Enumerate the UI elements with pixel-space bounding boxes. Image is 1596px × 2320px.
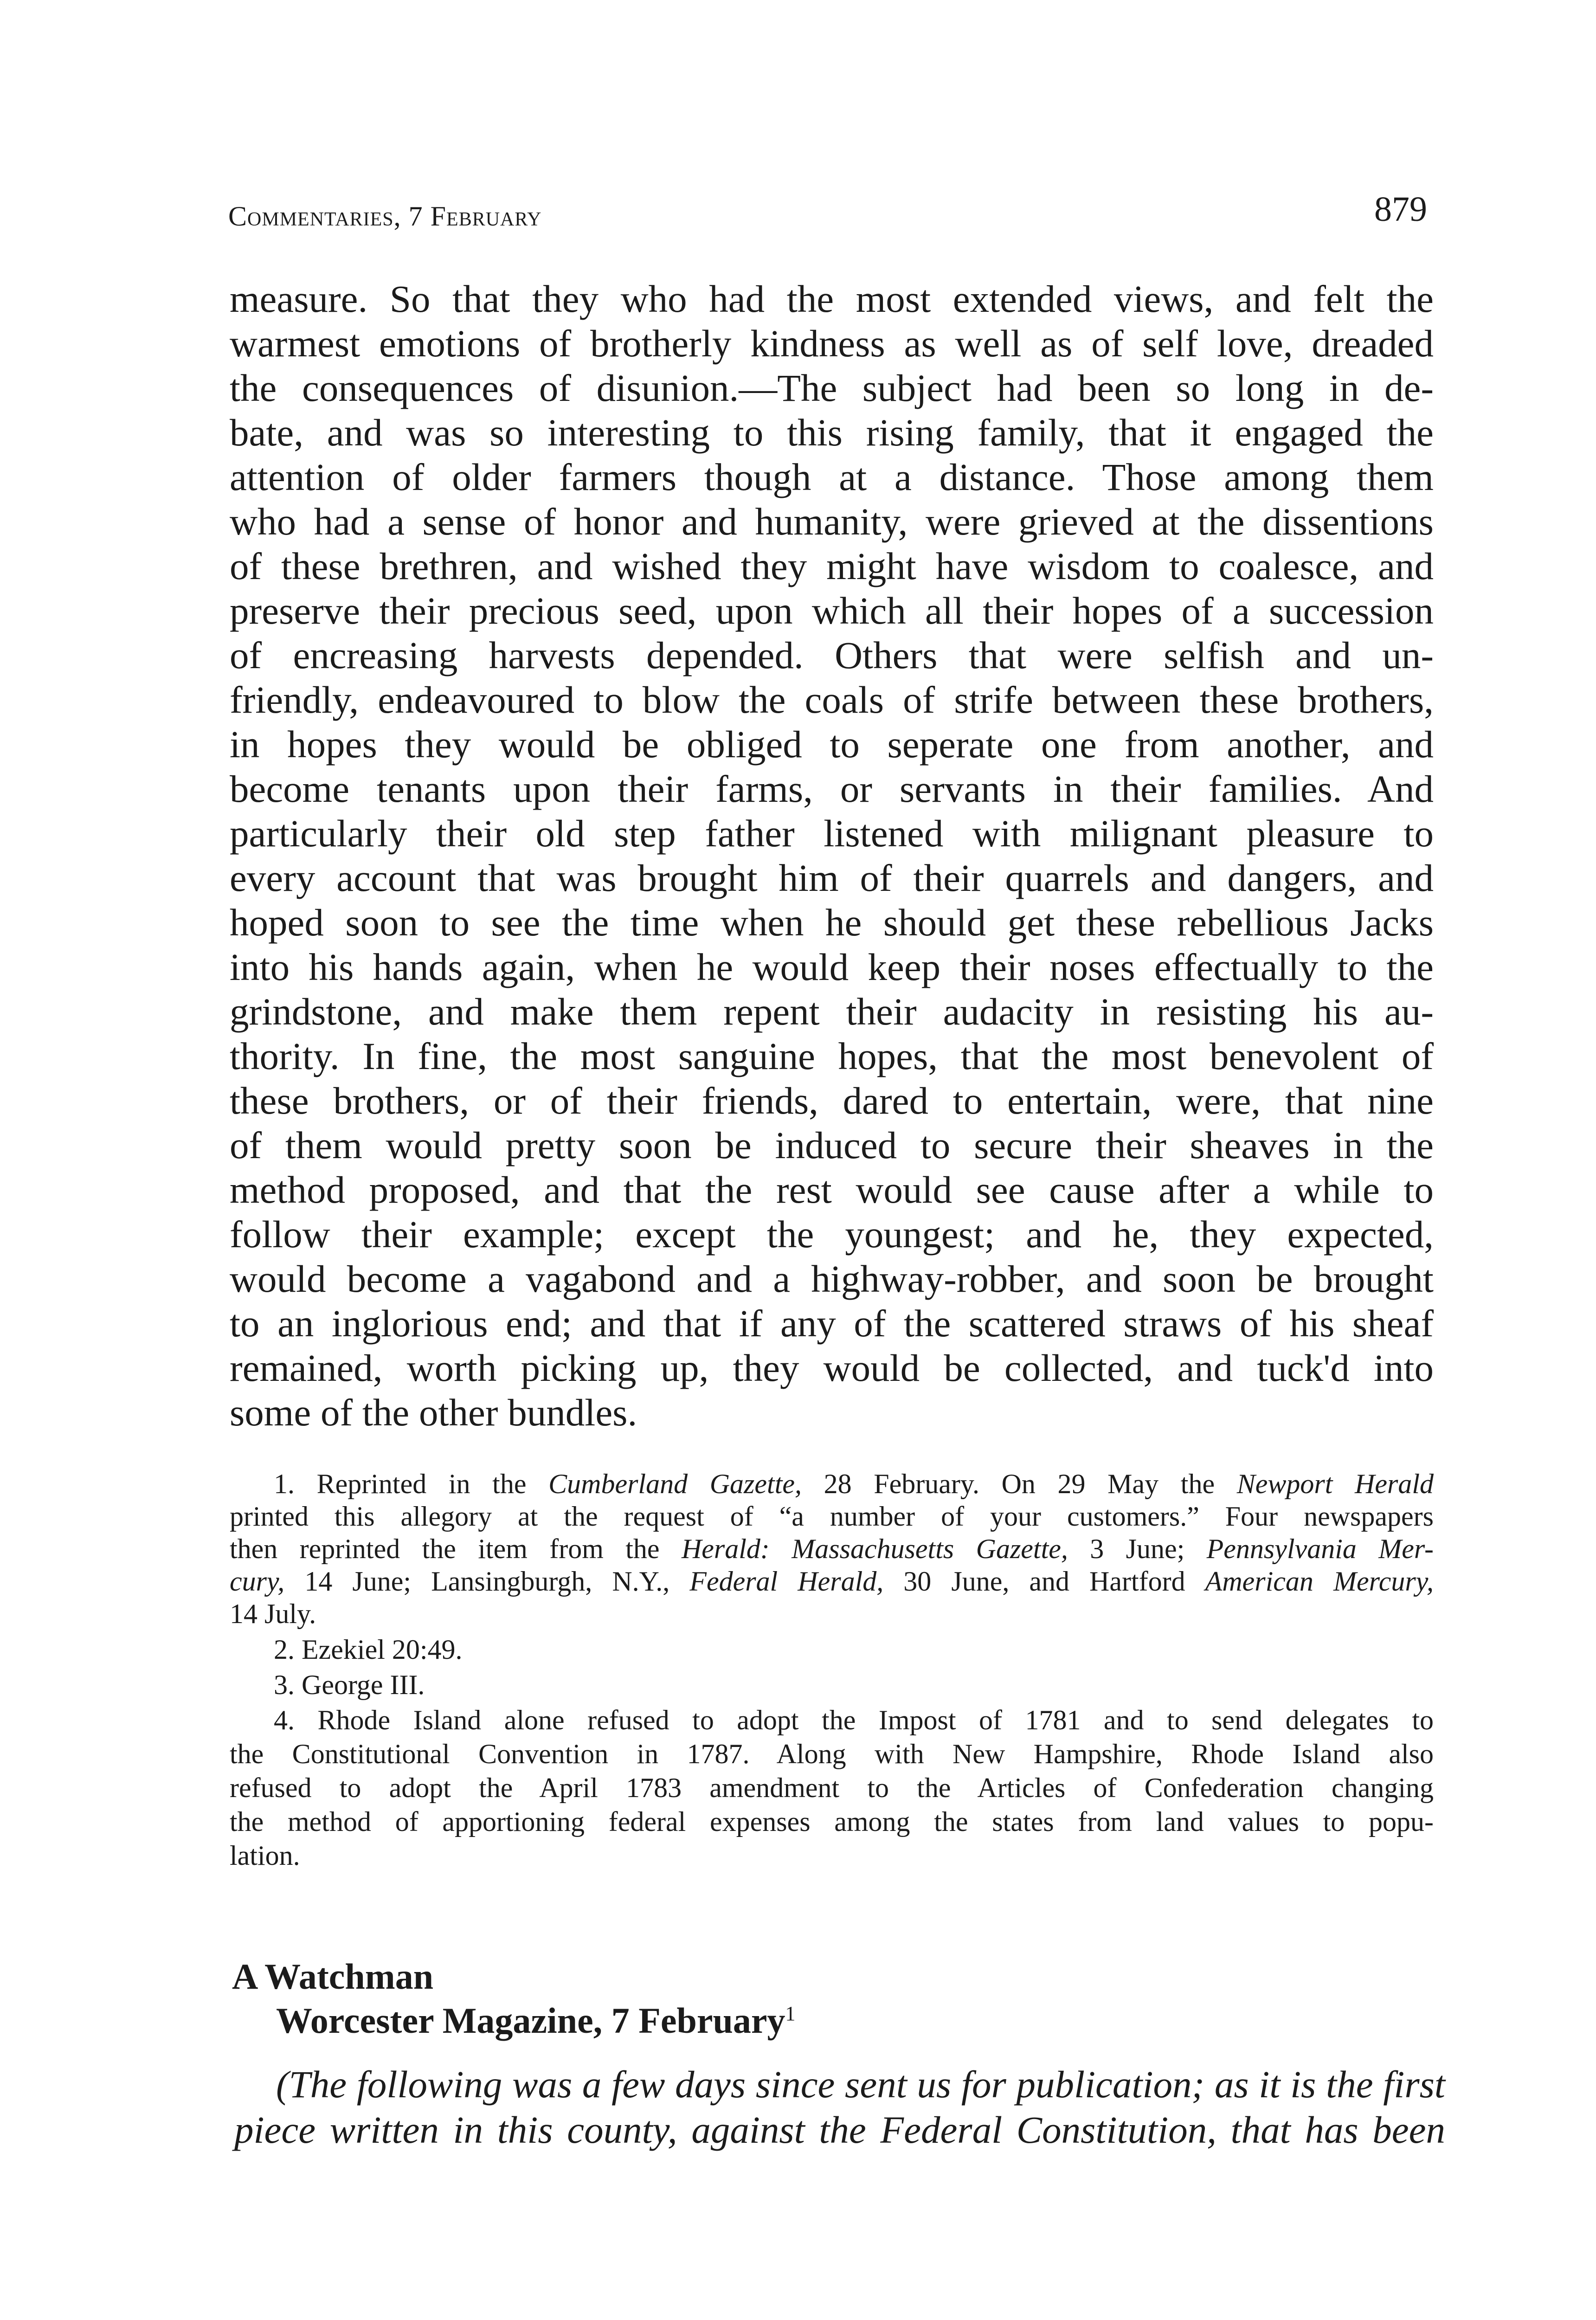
footnote-1-line — [230, 1533, 1434, 1565]
footnote-italic: Federal Herald, — [689, 1566, 884, 1597]
body-line: of encreasing harvests depended. Others that were selfish and un- — [230, 634, 1434, 677]
body-line: the consequences of disunion.—The subject had been so long in de- — [230, 367, 1434, 409]
body-line: to an inglorious end; and that if any of the scattered straws of his sheaf — [230, 1302, 1434, 1345]
footnote-3: 3. George III. — [274, 1669, 425, 1700]
running-head-text: Commentaries, 7 February — [228, 201, 542, 232]
body-line: method proposed, and that the rest would see cause after a while to — [230, 1168, 1434, 1211]
section-subtitle — [276, 2000, 795, 2042]
body-line: bate, and was so interesting to this rising family, that it engaged the — [230, 411, 1434, 454]
footnote-italic: cury, — [230, 1566, 285, 1597]
footnote-1-line: printed this allegory at the request of “a number of your customers.” Four newspapers — [230, 1501, 1434, 1532]
body-line: some of the other bundles. — [230, 1391, 637, 1434]
note-ref: 1 — [785, 2002, 796, 2025]
footnote-italic: Newport Herald — [1236, 1469, 1434, 1499]
body-line: remained, worth picking up, they would be collected, and tuck'd into — [230, 1347, 1434, 1389]
body-line: follow their example; except the youngest; and he, they expected, — [230, 1213, 1434, 1256]
body-line: into his hands again, when he would keep their noses effectually to the — [230, 946, 1434, 988]
footnote-2: 2. Ezekiel 20:49. — [274, 1634, 463, 1665]
footnote-1-line — [230, 1565, 1434, 1598]
footnote-italic: Pennsylvania Mer- — [1206, 1534, 1434, 1564]
footnote-italic: American Mercury, — [1205, 1566, 1434, 1597]
footnote-4-line: the method of apportioning federal expenses among the states from land values to popu- — [230, 1806, 1434, 1837]
footnote-text: then reprinted the item from the — [230, 1534, 682, 1564]
body-line: every account that was brought him of their quarrels and dangers, and — [230, 857, 1434, 899]
footnote-text: 30 June, and Hartford — [883, 1566, 1205, 1597]
body-line: preserve their precious seed, upon which all their hopes of a succession — [230, 589, 1434, 632]
body-line: in hopes they would be obliged to seperate one from another, and — [230, 723, 1434, 766]
body-line: thority. In fine, the most sanguine hopes, that the most benevolent of — [230, 1035, 1434, 1077]
footnote-italic: Cumberland Gazette, — [548, 1469, 802, 1499]
body-line: attention of older farmers though at a distance. Those among them — [230, 456, 1434, 498]
footnote-4-line: the Constitutional Convention in 1787. Along with New Hampshire, Rhode Island also — [230, 1739, 1434, 1769]
footnote-text: 28 February. On 29 May the — [802, 1469, 1237, 1499]
section-title: A Watchman — [232, 1956, 434, 1997]
footnote-text: 1. Reprinted in the — [274, 1469, 549, 1499]
footnote-4-line: 4. Rhode Island alone refused to adopt the Impost of 1781 and to send delegates to — [274, 1705, 1434, 1735]
body-line: who had a sense of honor and humanity, were grieved at the dissentions — [230, 500, 1434, 543]
editorial-intro-line: (The following was a few days since sent us for publication; as it is the first — [276, 2063, 1445, 2106]
body-line: friendly, endeavoured to blow the coals of strife between these brothers, — [230, 678, 1434, 721]
body-line: warmest emotions of brotherly kindness as well as of self love, dreaded — [230, 322, 1434, 365]
body-line: grindstone, and make them repent their audacity in resisting his au- — [230, 990, 1434, 1033]
footnote-text: 3 June; — [1068, 1534, 1207, 1564]
body-line: become tenants upon their farms, or servants in their families. And — [230, 767, 1434, 810]
footnote-italic: Herald: Massachusetts Gazette, — [681, 1534, 1068, 1564]
running-head — [228, 200, 541, 232]
footnote-1-line: 14 July. — [230, 1598, 316, 1629]
body-line: these brothers, or of their friends, dared to entertain, were, that nine — [230, 1079, 1434, 1122]
footnote-4-line: lation. — [230, 1840, 300, 1871]
footnote-1-line — [274, 1468, 1434, 1500]
body-line: measure. So that they who had the most extended views, and felt the — [230, 277, 1434, 320]
section-subtitle-text: Worcester Magazine, 7 February — [276, 2000, 785, 2041]
editorial-intro-line: piece written in this county, against the Federal Constitution, that has been — [234, 2108, 1445, 2151]
body-line: would become a vagabond and a highway-robber, and soon be brought — [230, 1257, 1434, 1300]
body-line: of them would pretty soon be induced to secure their sheaves in the — [230, 1124, 1434, 1166]
footnote-text: 14 June; Lansingburgh, N.Y., — [284, 1566, 690, 1597]
body-line: hoped soon to see the time when he should get these rebellious Jacks — [230, 901, 1434, 944]
body-line: of these brethren, and wished they might have wisdom to coalesce, and — [230, 545, 1434, 587]
body-line: particularly their old step father listened with milignant pleasure to — [230, 812, 1434, 855]
footnote-4-line: refused to adopt the April 1783 amendment to the Articles of Confederation changing — [230, 1772, 1434, 1803]
page-number: 879 — [1374, 190, 1427, 229]
